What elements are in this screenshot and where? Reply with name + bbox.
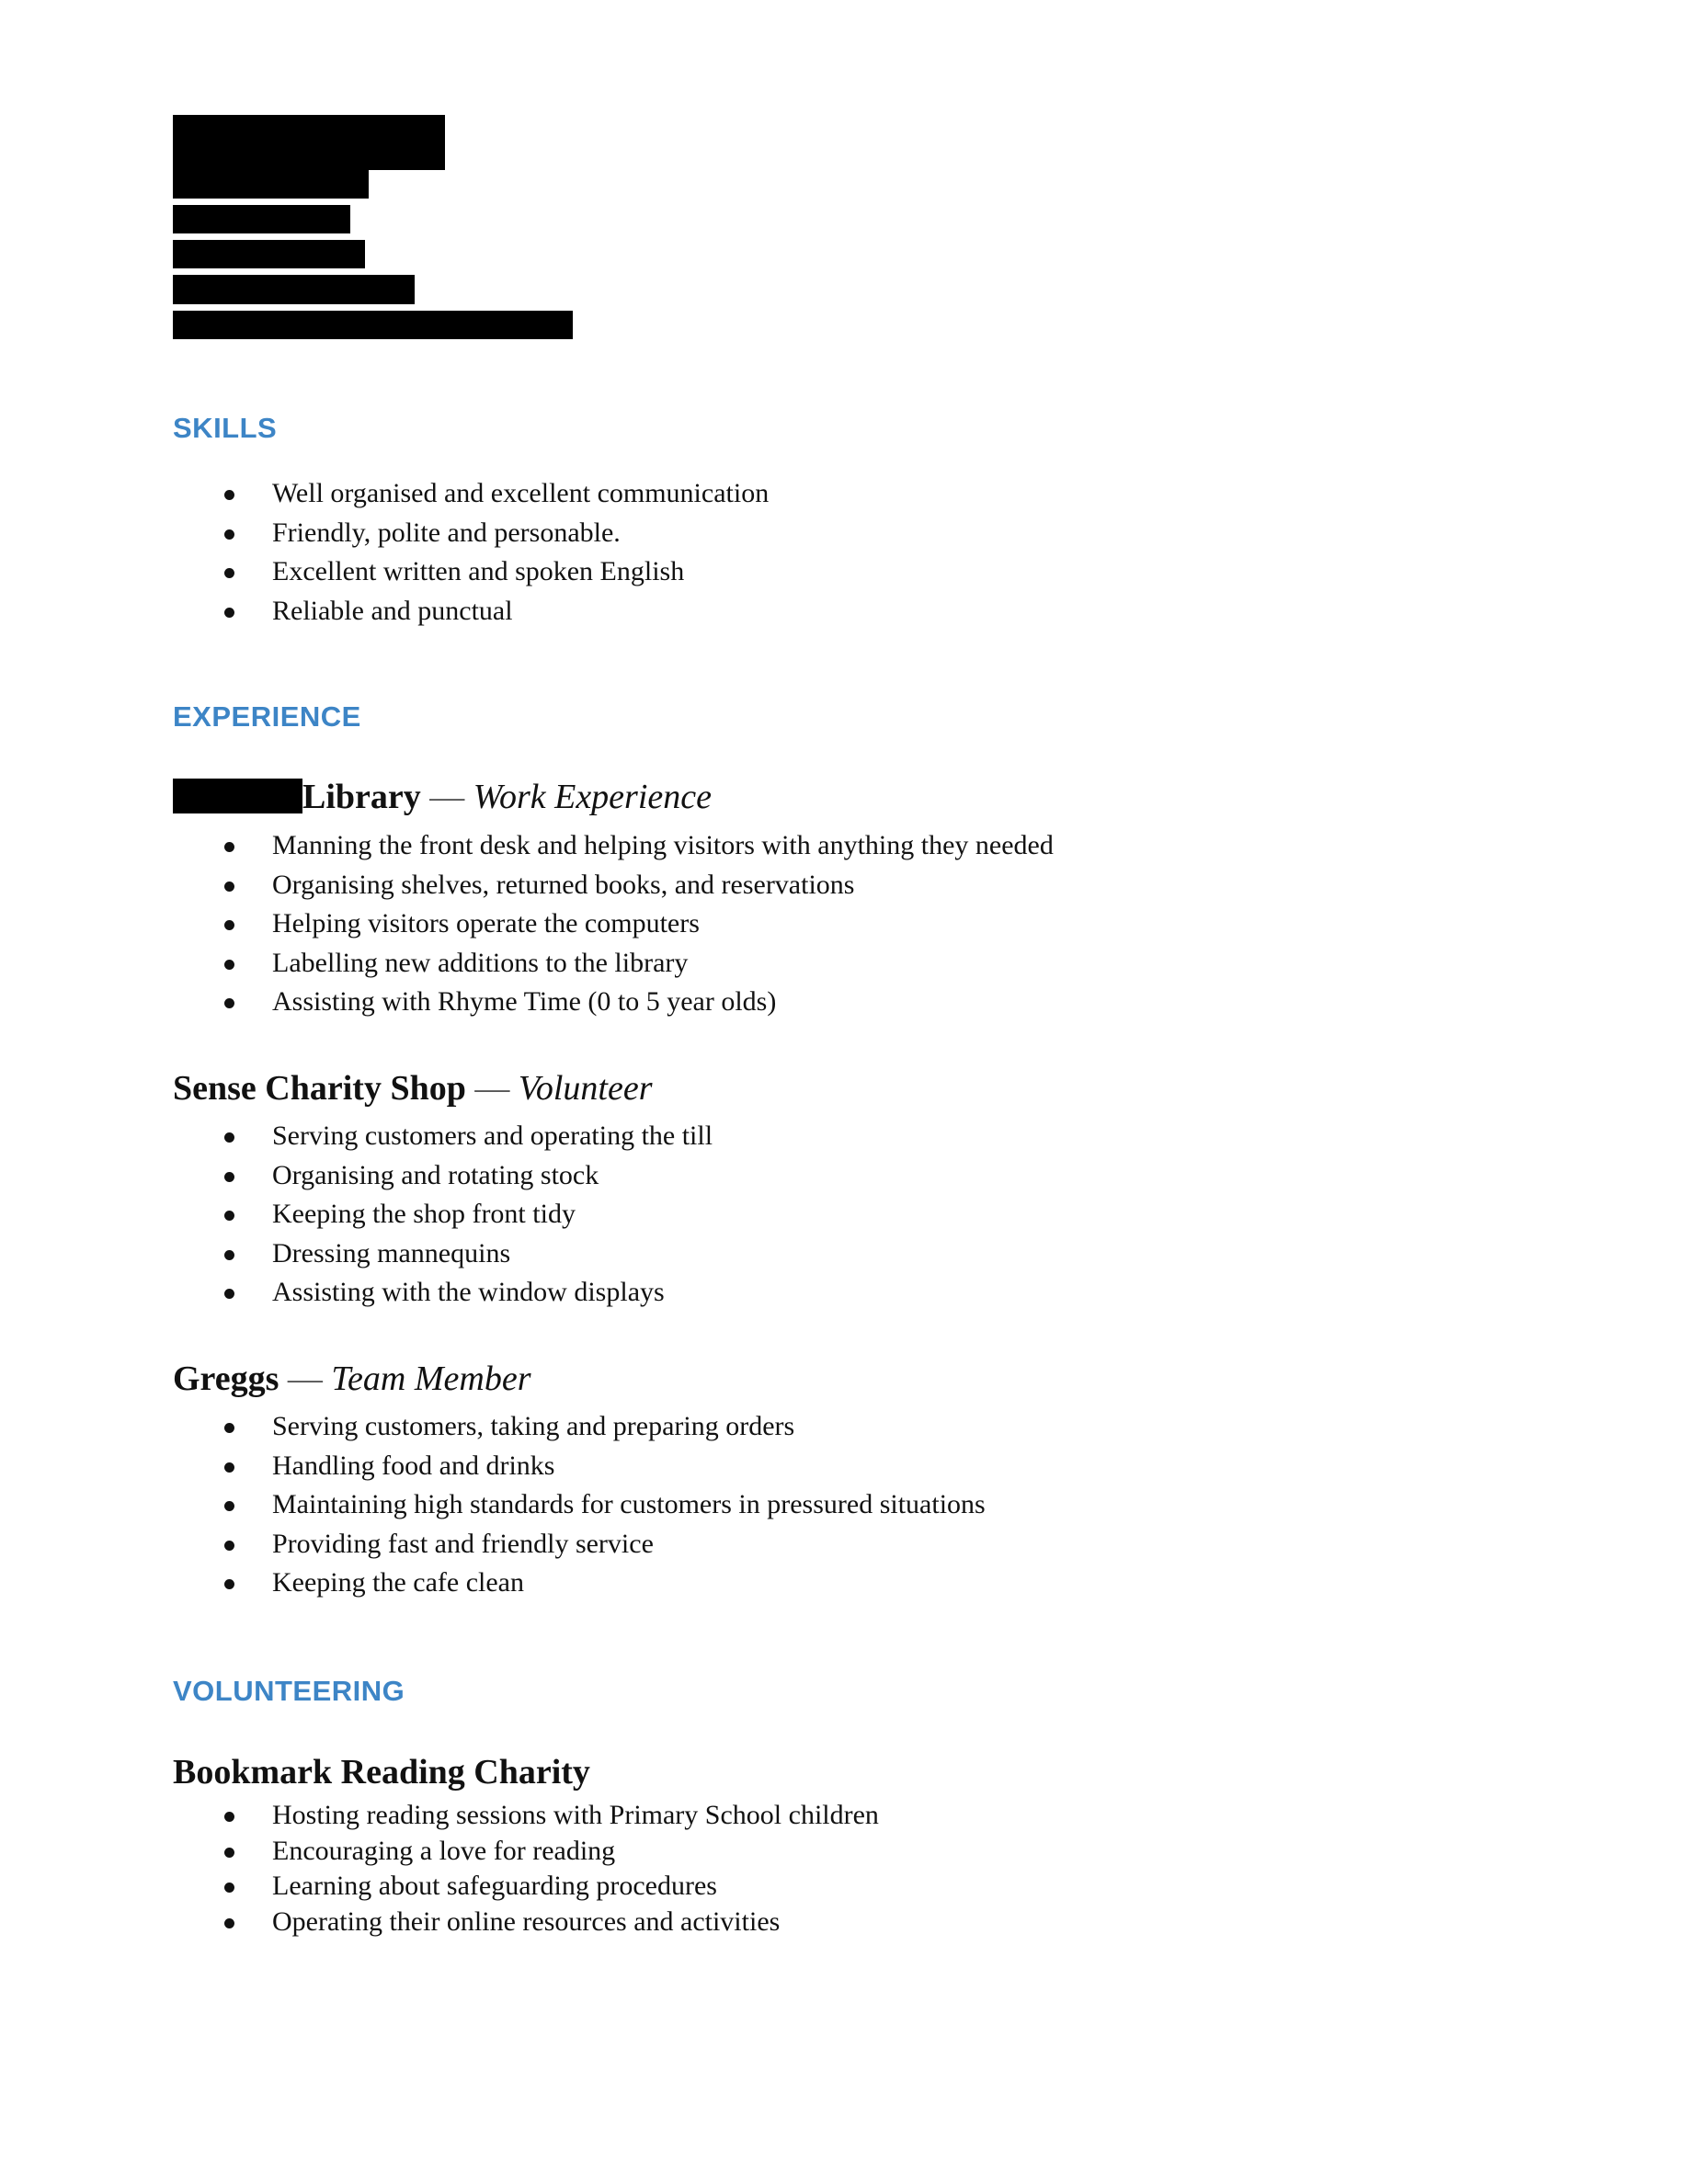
skill-text: Well organised and excellent communication: [272, 478, 770, 508]
bullet-icon: [224, 998, 234, 1008]
volunteer-text: Hosting reading sessions with Primary School children: [272, 1800, 879, 1830]
volunteer-text: Encouraging a love for reading: [272, 1835, 616, 1866]
list-item: [0, 866, 1054, 905]
bullet-icon: [224, 960, 234, 970]
list-item: [0, 1869, 879, 1905]
bullet-icon: [224, 1172, 234, 1182]
job-title-greggs: [173, 1359, 530, 1399]
list-item: [0, 826, 1054, 866]
list-item: [0, 1117, 713, 1156]
bullet-icon: [224, 1918, 234, 1928]
volunteer-org-title: [173, 1752, 590, 1792]
volunteering-list: [0, 1798, 879, 1939]
list-item: [0, 904, 1054, 944]
redacted-contact-line-1: [173, 170, 369, 199]
list-item: [0, 1407, 986, 1447]
list-item: [0, 1798, 879, 1834]
redacted-contact-line-3: [173, 240, 365, 268]
job-dash: —: [465, 1069, 519, 1108]
duty-text: Manning the front desk and helping visitors with anything they needed: [272, 830, 1054, 860]
list-item: [0, 944, 1054, 984]
list-item: [0, 1234, 713, 1274]
job-dash: —: [279, 1359, 332, 1398]
job-role: Volunteer: [518, 1069, 653, 1108]
bullet-icon: [224, 1848, 234, 1858]
list-item: [0, 1564, 986, 1603]
volunteering-heading: VOLUNTEERING: [173, 1675, 405, 1707]
bullet-icon: [224, 1812, 234, 1822]
volunteer-text: Learning about safeguarding procedures: [272, 1871, 717, 1901]
list-item: [0, 1485, 986, 1525]
bullet-icon: [224, 529, 234, 540]
bullet-icon: [224, 1462, 234, 1473]
duty-text: Maintaining high standards for customers in pressured situations: [272, 1489, 986, 1519]
bullet-icon: [224, 1211, 234, 1221]
redacted-contact-line-4: [173, 275, 415, 304]
redacted-contact-line-2: [173, 205, 350, 233]
redacted-library-name: [173, 779, 302, 813]
bullet-icon: [224, 1579, 234, 1589]
duty-text: Keeping the shop front tidy: [272, 1199, 576, 1229]
list-item: [0, 474, 769, 514]
duty-text: Handling food and drinks: [272, 1450, 555, 1481]
job-role: Team Member: [331, 1359, 531, 1398]
job-org: Greggs: [173, 1359, 279, 1398]
bullet-icon: [224, 1132, 234, 1143]
bullet-icon: [224, 490, 234, 500]
list-item: [0, 592, 769, 631]
bullet-icon: [224, 1541, 234, 1551]
bullet-icon: [224, 1289, 234, 1299]
skills-heading: SKILLS: [173, 412, 278, 444]
job-title-library: [173, 777, 712, 817]
duty-text: Serving customers and operating the till: [272, 1120, 713, 1151]
duty-text: Organising and rotating stock: [272, 1159, 599, 1190]
redacted-contact-line-5: [173, 311, 573, 339]
duty-text: Organising shelves, returned books, and reservations: [272, 869, 855, 900]
skill-text: Reliable and punctual: [272, 595, 513, 626]
bullet-icon: [224, 1501, 234, 1511]
library-duties-list: [0, 826, 1054, 1022]
list-item: [0, 1834, 879, 1870]
job-role: Work Experience: [473, 778, 712, 816]
bullet-icon: [224, 920, 234, 930]
bullet-icon: [224, 568, 234, 578]
list-item: [0, 1447, 986, 1486]
sense-duties-list: [0, 1117, 713, 1313]
duty-text: Keeping the cafe clean: [272, 1567, 524, 1598]
bullet-icon: [224, 842, 234, 852]
duty-text: Assisting with Rhyme Time (0 to 5 year olds): [272, 986, 777, 1017]
duty-text: Labelling new additions to the library: [272, 947, 689, 978]
job-title-sense-charity-shop: [173, 1068, 652, 1109]
bullet-icon: [224, 1883, 234, 1893]
list-item: [0, 983, 1054, 1022]
skill-text: Excellent written and spoken English: [272, 556, 685, 586]
bullet-icon: [224, 608, 234, 618]
bullet-icon: [224, 1423, 234, 1433]
job-org: Sense Charity Shop: [173, 1069, 466, 1108]
volunteer-text: Operating their online resources and activities: [272, 1905, 781, 1937]
list-item: [0, 552, 769, 592]
job-dash: —: [420, 778, 473, 816]
list-item: [0, 1273, 713, 1313]
duty-text: Assisting with the window displays: [272, 1277, 665, 1307]
redacted-name: [173, 115, 445, 170]
greggs-duties-list: [0, 1407, 986, 1603]
experience-heading: EXPERIENCE: [173, 700, 361, 733]
list-item: [0, 1525, 986, 1564]
list-item: [0, 1156, 713, 1196]
list-item: [0, 514, 769, 553]
job-org: Library: [302, 778, 421, 816]
duty-text: Serving customers, taking and preparing orders: [272, 1411, 795, 1441]
duty-text: Dressing mannequins: [272, 1237, 511, 1268]
skills-list: [0, 474, 769, 631]
skill-text: Friendly, polite and personable.: [272, 517, 621, 548]
volunteer-org: Bookmark Reading Charity: [173, 1753, 590, 1792]
list-item: [0, 1905, 879, 1940]
duty-text: Providing fast and friendly service: [272, 1528, 654, 1559]
duty-text: Helping visitors operate the computers: [272, 908, 700, 938]
bullet-icon: [224, 882, 234, 892]
bullet-icon: [224, 1250, 234, 1260]
list-item: [0, 1195, 713, 1234]
